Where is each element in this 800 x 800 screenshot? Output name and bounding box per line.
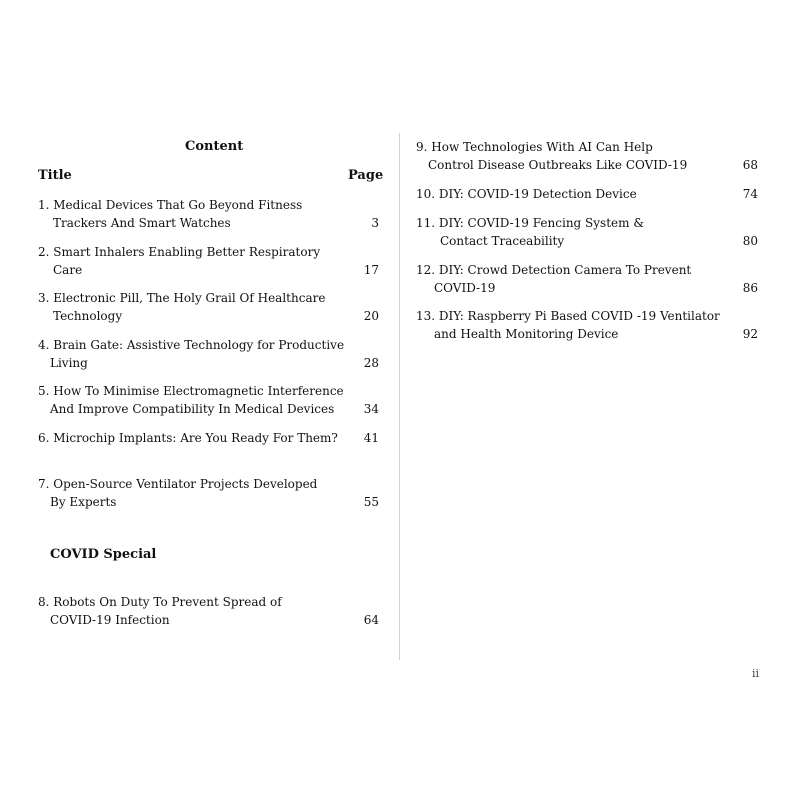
toc-entry-6-page: 41 <box>363 431 379 445</box>
toc-entry-10-page: 74 <box>742 187 758 201</box>
toc-entry-4-line2: Living <box>50 356 88 370</box>
toc-entry-1-page: 3 <box>371 216 379 230</box>
toc-entry-7-line2: By Experts <box>50 495 117 509</box>
toc-entry-6-line1: 6. Microchip Implants: Are You Ready For Them? <box>38 431 338 445</box>
toc-entry-3-line2: Technology <box>53 309 123 323</box>
toc-entry-12-line2: COVID-19 <box>434 281 496 295</box>
toc-entry-2-line2: Care <box>53 263 83 277</box>
section-covid-special: COVID Special <box>50 547 157 562</box>
toc-entry-4-page: 28 <box>363 356 379 370</box>
toc-entry-1-line2: Trackers And Smart Watches <box>53 216 231 230</box>
toc-entry-9-line2: Control Disease Outbreaks Like COVID-19 <box>428 158 688 172</box>
toc-entry-12-page: 86 <box>742 281 758 295</box>
col-page-header: Page <box>348 168 384 183</box>
toc-entry-9-line1: 9. How Technologies With AI Can Help <box>416 140 653 154</box>
toc-entry-3-line1: 3. Electronic Pill, The Holy Grail Of Healthcare <box>38 291 326 305</box>
page-number: ii <box>752 667 760 680</box>
toc-entry-3-page: 20 <box>363 309 379 323</box>
toc-entry-1-line1: 1. Medical Devices That Go Beyond Fitness <box>38 198 303 212</box>
toc-entry-5-line2: And Improve Compatibility In Medical Devices <box>50 402 335 416</box>
toc-entry-7-page: 55 <box>363 495 379 509</box>
toc-entry-5-page: 34 <box>363 402 379 416</box>
toc-entry-8-line1: 8. Robots On Duty To Prevent Spread of <box>38 595 282 609</box>
toc-entry-11-line1: 11. DIY: COVID-19 Fencing System & <box>416 216 644 230</box>
toc-entry-2-line1: 2. Smart Inhalers Enabling Better Respiratory <box>38 245 321 259</box>
toc-entry-13-line2: and Health Monitoring Device <box>434 327 619 341</box>
column-divider <box>399 133 400 660</box>
toc-entry-9-page: 68 <box>742 158 758 172</box>
toc-entry-5-line1: 5. How To Minimise Electromagnetic Interference <box>38 384 344 398</box>
toc-entry-10-line1: 10. DIY: COVID-19 Detection Device <box>416 187 637 201</box>
toc-entry-8-line2: COVID-19 Infection <box>50 613 170 627</box>
toc-entry-7-line1: 7. Open-Source Ventilator Projects Developed <box>38 477 318 491</box>
toc-entry-4-line1: 4. Brain Gate: Assistive Technology for Productive <box>38 338 345 352</box>
toc-entry-12-line1: 12. DIY: Crowd Detection Camera To Prevent <box>416 263 692 277</box>
toc-entry-8-page: 64 <box>363 613 379 627</box>
toc-entry-11-line2: Contact Traceability <box>440 234 565 248</box>
toc-entry-13-line1: 13. DIY: Raspberry Pi Based COVID -19 Ventilator <box>416 309 720 323</box>
toc-entry-2-page: 17 <box>363 263 379 277</box>
col-title-header: Title <box>38 168 72 183</box>
toc-entry-13-page: 92 <box>742 327 758 341</box>
toc-heading: Content <box>185 139 244 154</box>
toc-entry-11-page: 80 <box>742 234 758 248</box>
